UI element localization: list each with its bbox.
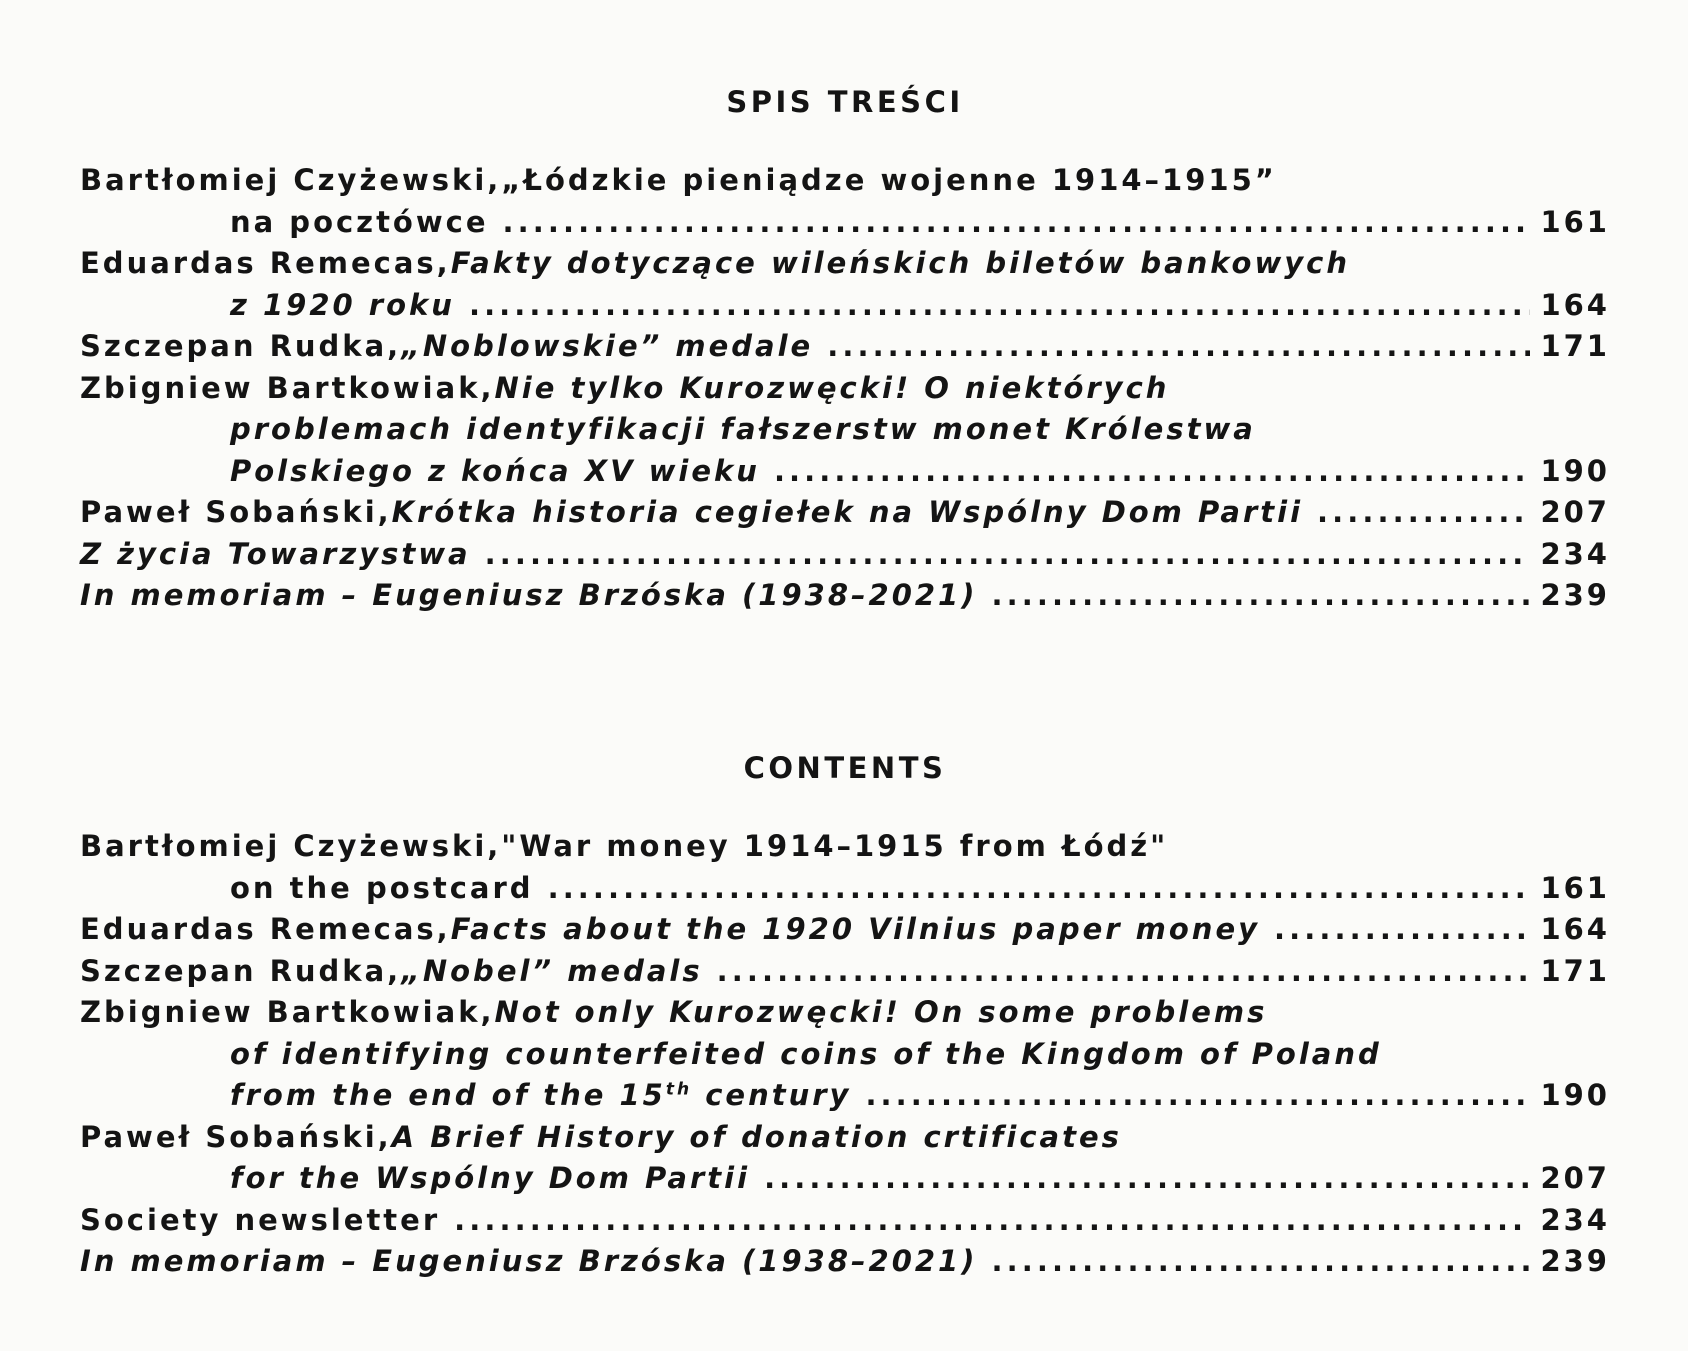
dot-leader: [717, 951, 1531, 993]
toc-entry: [80, 1241, 1610, 1283]
toc-title-part: from the end of the 15: [230, 1078, 666, 1112]
toc-title: na pocztówce: [230, 204, 489, 239]
toc-author: Szczepan Rudka,: [80, 329, 402, 363]
toc-line: [80, 1158, 1610, 1200]
dot-leader: [992, 1241, 1531, 1283]
toc-entry: [80, 492, 1610, 534]
dot-leader: [503, 202, 1531, 244]
toc-line: [80, 368, 1610, 410]
toc-entry: [80, 326, 1610, 368]
toc-entry: [80, 575, 1610, 617]
toc-line: [80, 1075, 1610, 1117]
toc-line: [80, 492, 1610, 534]
toc-line: [80, 1117, 1610, 1159]
toc-title: of identifying counterfeited coins of the Kingdom of Poland: [230, 1036, 1382, 1071]
toc-entry: [80, 534, 1610, 576]
toc-line: [80, 1034, 1610, 1076]
dot-leader: [1317, 492, 1530, 534]
toc-author: Bartłomiej Czyżewski,: [80, 829, 502, 863]
toc-page-number: 207: [1540, 1161, 1610, 1195]
toc-entry: [80, 1200, 1610, 1242]
dot-leader: [764, 1158, 1530, 1200]
toc-page-number: 207: [1540, 495, 1610, 529]
toc-line: [80, 575, 1610, 617]
toc-title: „Noblowskie” medale: [401, 329, 814, 363]
toc-title: Facts about the 1920 Vilnius paper money: [450, 912, 1261, 946]
toc-author: Eduardas Remecas,: [80, 246, 451, 280]
toc-entry: [80, 992, 1610, 1117]
toc-line: [80, 160, 1610, 202]
toc-title: „Łódzkie pieniądze wojenne 1914–1915”: [501, 163, 1277, 197]
toc-heading: CONTENTS: [743, 751, 947, 785]
toc-title: problemach identyfikacji fałszerstw monet Królestwa: [230, 412, 1256, 446]
toc-line: [80, 1241, 1610, 1283]
toc-title: Society newsletter: [80, 1202, 441, 1237]
toc-title: [230, 1075, 851, 1117]
dot-leader: [1274, 909, 1530, 951]
toc-title: z 1920 roku: [230, 287, 455, 322]
toc-entry: [80, 368, 1610, 493]
toc-author: Eduardas Remecas,: [80, 912, 451, 946]
dot-leader: [865, 1075, 1530, 1117]
toc-page-number: 164: [1540, 287, 1610, 322]
toc-title-part: century: [692, 1078, 852, 1112]
toc-page-number: 190: [1540, 453, 1610, 488]
toc-heading: SPIS TREŚCI: [726, 85, 964, 119]
toc-line: [80, 951, 1610, 993]
toc-line: [80, 868, 1610, 910]
dot-leader: [469, 285, 1531, 327]
toc-author: Zbigniew Bartkowiak,: [80, 370, 495, 405]
toc-page-number: 161: [1540, 870, 1610, 905]
dot-leader: [548, 868, 1531, 910]
toc-title: on the postcard: [230, 870, 534, 905]
toc-title: Nie tylko Kurozwęcki! O niektórych: [494, 370, 1170, 405]
toc-line: [80, 202, 1610, 244]
toc-author: Bartłomiej Czyżewski,: [80, 163, 502, 197]
toc-author: Szczepan Rudka,: [80, 953, 402, 988]
toc-page-number: 239: [1540, 578, 1610, 612]
toc-title: "War money 1914–1915 from Łódź": [501, 829, 1169, 863]
toc-title: Krótka historia cegiełek na Wspólny Dom Partii: [391, 495, 1304, 529]
toc-page-number: 190: [1540, 1078, 1610, 1112]
toc-title: In memoriam – Eugeniusz Brzóska (1938–2021): [80, 578, 978, 612]
toc-line: [80, 1200, 1610, 1242]
toc-page-number: 171: [1540, 953, 1610, 988]
toc-title: A Brief History of donation crtificates: [391, 1119, 1122, 1154]
toc-line: [80, 826, 1610, 868]
toc-title: Polskiego z końca XV wieku: [230, 453, 760, 488]
toc-page-number: 164: [1540, 912, 1610, 946]
toc-line: [80, 326, 1610, 368]
toc-page-number: 171: [1540, 329, 1610, 363]
toc-entry: [80, 160, 1610, 243]
toc-author: Zbigniew Bartkowiak,: [80, 995, 495, 1029]
ordinal-suffix: th: [665, 1079, 693, 1100]
dot-leader: [774, 451, 1531, 493]
dot-leader: [992, 575, 1531, 617]
toc-line: [80, 409, 1610, 451]
toc-title: „Nobel” medals: [401, 953, 703, 988]
toc-line: [80, 534, 1610, 576]
toc-title: for the Wspólny Dom Partii: [230, 1161, 751, 1195]
toc-entry: [80, 826, 1610, 909]
dot-leader: [454, 1200, 1530, 1242]
toc-title: Not only Kurozwęcki! On some problems: [494, 995, 1268, 1029]
toc-title: In memoriam – Eugeniusz Brzóska (1938–2021): [80, 1244, 978, 1278]
toc-entry: [80, 909, 1610, 951]
toc-line: [80, 992, 1610, 1034]
toc-page-number: 234: [1540, 536, 1610, 571]
toc-line: [80, 909, 1610, 951]
toc-page-number: 234: [1540, 1202, 1610, 1237]
toc-english: [80, 748, 1610, 1283]
dot-leader: [485, 534, 1531, 576]
toc-entry: [80, 1117, 1610, 1200]
toc-line: [80, 243, 1610, 285]
dot-leader: [827, 326, 1530, 368]
toc-title: Z życia Towarzystwa: [80, 536, 471, 571]
toc-line: [80, 451, 1610, 493]
toc-author: Paweł Sobański,: [80, 495, 392, 529]
toc-polish: [80, 82, 1610, 617]
toc-line: [80, 285, 1610, 327]
toc-author: Paweł Sobański,: [80, 1119, 392, 1154]
toc-title: Fakty dotyczące wileńskich biletów bankowych: [450, 246, 1351, 280]
toc-page-number: 239: [1540, 1244, 1610, 1278]
toc-entry: [80, 243, 1610, 326]
toc-entry: [80, 951, 1610, 993]
toc-page-number: 161: [1540, 204, 1610, 239]
